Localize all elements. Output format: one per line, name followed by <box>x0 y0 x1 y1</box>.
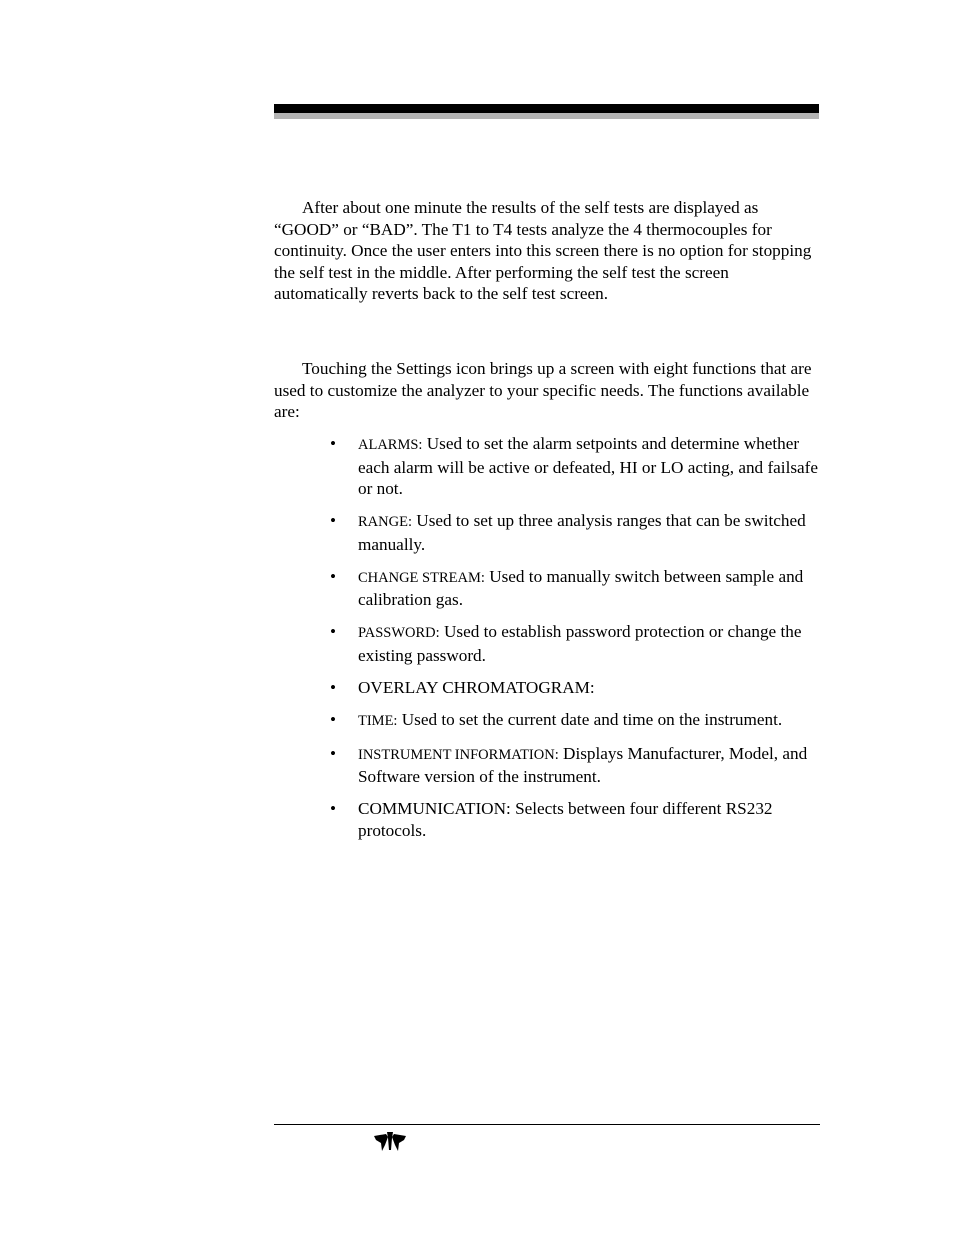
list-item-instrument-information <box>330 743 830 788</box>
self-test-paragraph-text: After about one minute the results of the self tests are displayed as “GOOD” or “BAD”. The T1 to T4 tests analyze the 4 thermocouples for continuity. Once the user enters into this screen there is no option for stopping the self test in the middle. After performing the self test the screen automatically reverts back to the self test screen. <box>274 198 812 303</box>
list-item-text: Used to establish password protection or change the existing password. <box>358 622 802 665</box>
list-item-change-stream <box>330 566 830 611</box>
list-item-term: COMMUNICATION: <box>358 799 511 818</box>
list-item-term: TIME: <box>358 712 398 729</box>
list-item-text: Displays Manufacturer, Model, and Software version of the instrument. <box>358 743 808 786</box>
header-rule-black <box>274 104 819 113</box>
list-item-term: PASSWORD: <box>358 625 440 641</box>
list-item-text: Used to manually switch between sample and calibration gas. <box>358 566 804 609</box>
list-item-text: Used to set the current date and time on the instrument. <box>397 709 783 729</box>
header-rule-gray <box>274 113 819 119</box>
list-item-text: Used to set up three analysis ranges that can be switched manually. <box>358 511 806 554</box>
list-item-text: Selects between four different RS232 protocols. <box>358 799 773 840</box>
list-item-term: CHANGE STREAM: <box>358 569 485 586</box>
bullet-icon: • <box>330 566 337 586</box>
settings-function-list <box>330 433 830 852</box>
bullet-icon: • <box>330 622 337 641</box>
list-item-time <box>330 709 830 733</box>
list-item-term: OVERLAY CHROMATOGRAM: <box>358 677 595 697</box>
bullet-icon: • <box>330 743 337 763</box>
list-item-password <box>330 621 830 666</box>
self-test-paragraph <box>274 197 822 305</box>
bullet-icon: • <box>330 511 337 530</box>
list-item-alarms <box>330 433 830 500</box>
bullet-icon: • <box>330 434 337 453</box>
settings-paragraph-text: Touching the Settings icon brings up a screen with eight functions that are used to customize the analyzer to your specific needs. The functions available are: <box>274 359 812 421</box>
settings-paragraph <box>274 358 822 423</box>
bullet-icon: • <box>330 799 337 818</box>
bullet-icon: • <box>330 677 337 697</box>
list-item-term: RANGE: <box>358 514 412 530</box>
list-item-text: Used to set the alarm setpoints and determine whether each alarm will be active or defeated, HI or LO acting, and failsafe or not. <box>358 434 819 498</box>
list-item-overlay-chromatogram <box>330 677 830 699</box>
list-item-range <box>330 510 830 555</box>
footer-rule <box>274 1124 820 1125</box>
list-item-term: ALARMS: <box>358 437 423 453</box>
list-item-term: INSTRUMENT INFORMATION: <box>358 746 559 763</box>
teledyne-logo-icon <box>372 1131 408 1153</box>
bullet-icon: • <box>330 709 337 729</box>
list-item-communication <box>330 798 830 841</box>
